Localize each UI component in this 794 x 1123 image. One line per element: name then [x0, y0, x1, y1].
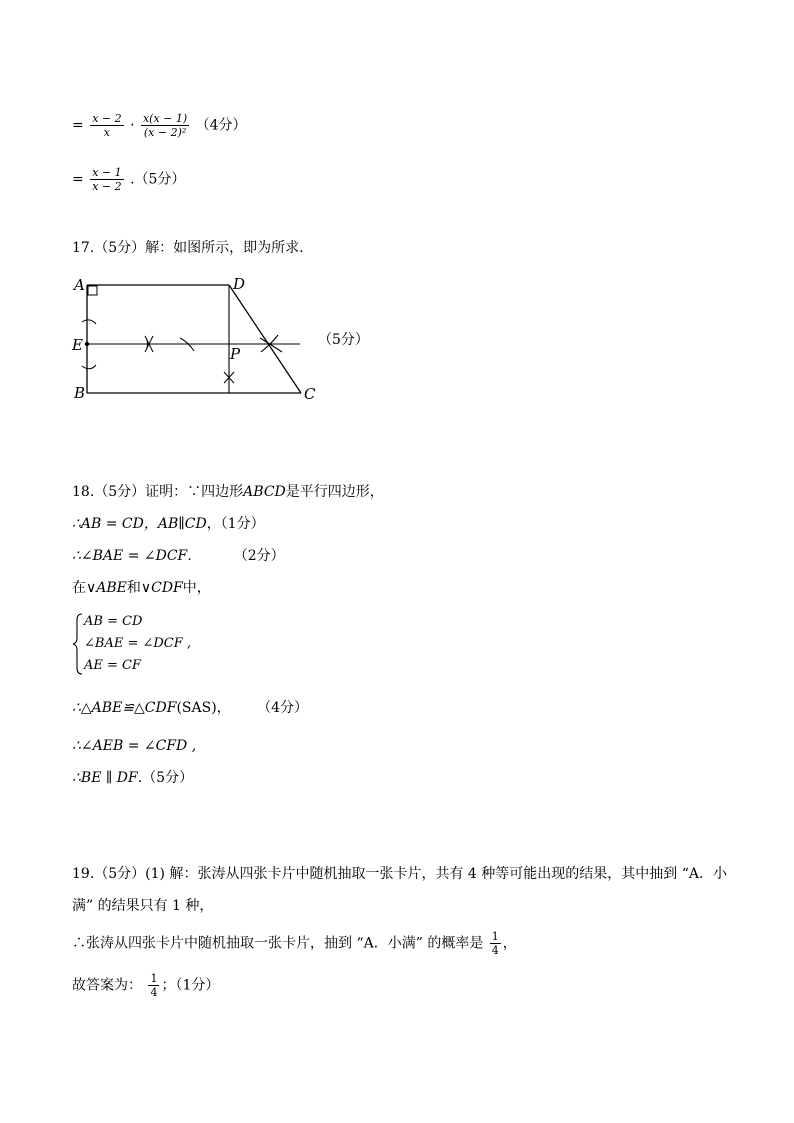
s18-line3 [72, 546, 285, 566]
s18-line5-score: （4分） [257, 700, 309, 716]
s18-line4-post: 中， [182, 580, 211, 596]
s18-line5 [72, 698, 308, 718]
right-angle-mark [88, 286, 97, 295]
s19-prob-fraction [490, 930, 501, 957]
s16-fraction-2-num: x(x − 1) [142, 112, 188, 125]
s18-line2-score: ，（1分） [206, 516, 265, 532]
s18-line4-t1: ∨ABE [86, 580, 127, 596]
s16-fraction-3 [90, 166, 123, 193]
arc-lower [82, 365, 96, 369]
label-A: A [74, 276, 85, 294]
s19-prob-den: 4 [491, 944, 499, 957]
label-D: D [233, 275, 246, 293]
s16-eq1-prefix: = [72, 117, 84, 134]
s19-line4-post: ；（1分） [161, 977, 220, 994]
label-P: P [230, 345, 241, 363]
s16-score-2: .（5分） [130, 171, 186, 188]
arc-upper [82, 320, 96, 324]
s18-line2-math: ∴AB = CD，AB∥CD [72, 516, 207, 532]
s18-line4 [72, 578, 211, 598]
s19-paragraph: 19.（5分）(1) 解：张涛从四张卡片中随机抽取一张卡片，共有 4 种等可能出现的结果，其中抽到 “A．小满” 的结果只有 1 种， [72, 866, 727, 914]
s17-score: （5分） [318, 332, 369, 348]
s16-score-1: （4分） [195, 117, 247, 134]
s18-line1-post: 是平行四边形， [285, 484, 384, 500]
s18-line1-pre: 18.（5分）证明：∵四边形 [72, 484, 244, 500]
label-B: B [74, 384, 86, 402]
s19-line4 [72, 972, 219, 999]
s19-line3-post: ， [502, 935, 517, 952]
s19-answer-num: 1 [150, 972, 158, 985]
s18-sys-row1: AB = CD [84, 614, 143, 629]
s19-answer-fraction [148, 972, 159, 999]
s18-line7-score: .（5分） [137, 770, 194, 786]
s16-fraction-3-den: x − 2 [92, 180, 122, 193]
s16-fraction-3-num: x − 1 [92, 166, 122, 179]
s16-line2 [72, 166, 185, 193]
s18-line2 [72, 514, 265, 534]
point-E [85, 342, 89, 346]
s18-line1-abcd: ABCD [243, 484, 286, 500]
s18-line7 [72, 768, 193, 788]
s18-line1 [72, 482, 384, 502]
s18-line5-math: ∴△ABE≌△CDF [72, 700, 177, 716]
s16-line1 [72, 112, 247, 139]
s18-sys-row3: AE = CF [84, 658, 142, 673]
s16-fraction-1 [90, 112, 123, 139]
label-E: E [72, 336, 83, 354]
s19-prob-num: 1 [491, 930, 499, 943]
s19-line4-pre: 故答案为： [72, 977, 142, 994]
s19-line3 [72, 930, 517, 957]
s16-fraction-2-den: (x − 2)² [143, 126, 187, 139]
s16-fraction-1-num: x − 2 [92, 112, 122, 125]
s16-dot: · [130, 117, 135, 134]
s18-line4-and: 和 [126, 580, 141, 596]
s18-line5-sas: (SAS)， [176, 700, 231, 716]
s19-line3-pre: ∴张涛从四张卡片中随机抽取一张卡片，抽到 “A．小满” 的概率是 [72, 935, 484, 952]
s17-heading: 17.（5分）解：如图所示，即为所求. [72, 240, 304, 256]
left-brace [72, 612, 84, 676]
s19-answer-den: 4 [150, 986, 158, 999]
s18-line4-pre: 在 [72, 580, 86, 596]
s18-line6: ∴∠AEB = ∠CFD , [72, 738, 197, 754]
s18-line3-math: ∴∠BAE = ∠DCF． [72, 548, 202, 564]
s16-fraction-1-den: x [103, 126, 110, 139]
s17-construction-figure [60, 272, 460, 412]
label-C: C [304, 385, 316, 403]
s18-equation-system [72, 612, 212, 676]
s16-fraction-2 [141, 112, 189, 139]
s16-eq2-prefix: = [72, 171, 84, 188]
s18-line3-score: （2分） [233, 548, 285, 564]
side-DC [229, 285, 301, 393]
s18-line7-math: ∴BE ∥ DF [72, 770, 138, 786]
s18-line4-t2: ∨CDF [140, 580, 183, 596]
s18-sys-row2: ∠BAE = ∠DCF , [84, 636, 192, 651]
